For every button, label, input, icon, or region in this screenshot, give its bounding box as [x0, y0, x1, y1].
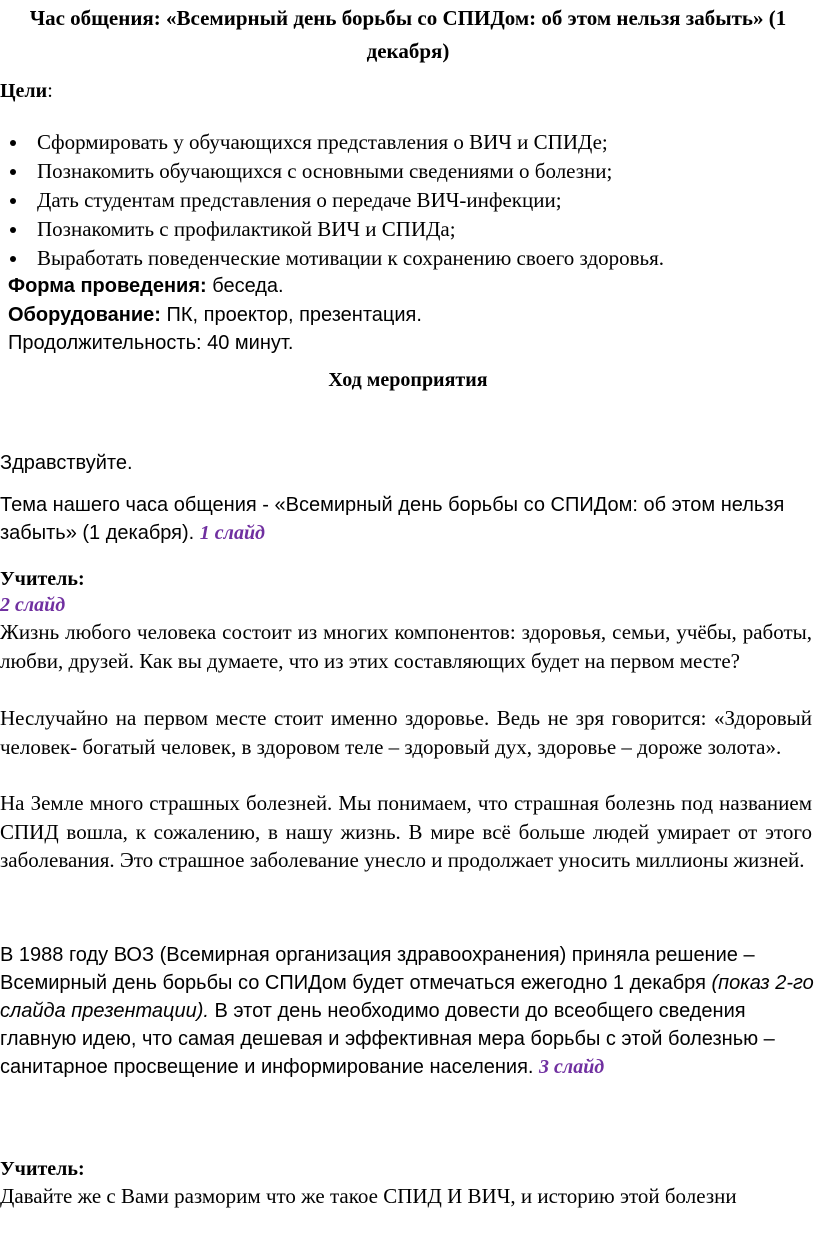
who-paragraph: [0, 941, 814, 1081]
slide-1-marker: 1 слайд: [199, 522, 265, 544]
bullet-icon: [10, 227, 16, 233]
goal-text: Выработать поведенческие мотивации к сохранению своего здоровья.: [37, 246, 665, 270]
goals-heading: [0, 79, 53, 103]
goal-text: Сформировать у обучающихся представления о ВИЧ и СПИДе;: [37, 130, 608, 154]
equipment-value: ПК, проектор, презентация.: [160, 304, 422, 326]
document-title: Час общения: «Всемирный день борьбы со СПИДом: об этом нельзя забыть» (1 декабря): [29, 6, 787, 63]
slide-3-marker: 3 слайд: [539, 1056, 605, 1078]
topic-text: Тема нашего часа общения - «Всемирный день борьбы со СПИДом: об этом нельзя забыть» (1 декабря).: [0, 494, 785, 544]
bullet-icon: [10, 169, 16, 175]
duration-line: Продолжительность: 40 минут.: [8, 332, 294, 354]
goal-item: [0, 128, 664, 157]
goals-colon: :: [47, 80, 53, 102]
teacher-label: Учитель:: [0, 568, 85, 590]
form-line: [8, 272, 284, 300]
course-heading: Ход мероприятия: [328, 369, 488, 391]
life-paragraph: Жизнь любого человека состоит из многих компонентов: здоровья, семьи, учёбы, работы, любви, друзей. Как вы думаете, что из этих составляющих будет на первом месте?: [0, 620, 812, 673]
topic-paragraph: [0, 491, 800, 547]
goal-text: Дать студентам представления о передаче ВИЧ-инфекции;: [37, 188, 562, 212]
slide-2-marker: 2 слайд: [0, 594, 66, 616]
greeting: Здравствуйте.: [0, 452, 133, 474]
form-value: беседа.: [206, 275, 284, 297]
goal-item: [0, 244, 664, 273]
goal-text: Познакомить обучающихся с основными сведениями о болезни;: [37, 159, 613, 183]
goals-label: Цели: [0, 80, 48, 102]
bullet-icon: [10, 140, 16, 146]
goal-text: Познакомить с профилактикой ВИЧ и СПИДа;: [37, 217, 456, 241]
teacher-label-2: Учитель:: [0, 1158, 85, 1180]
who-text-end: В этот день необходимо довести до всеобщего сведения главную идею, что самая дешевая и эффективная мера борьбы с этой болезнью – санитарное просвещение и информирование населения.: [0, 1000, 775, 1078]
form-label: Форма проведения:: [8, 275, 207, 297]
goal-item: [0, 215, 664, 244]
equipment-line: [8, 301, 422, 329]
health-paragraph: Неслучайно на первом месте стоит именно здоровье. Ведь не зря говорится: «Здоровый человек- богатый человек, в здоровом теле – здоровый дух, здоровье – дороже золота».: [0, 706, 812, 759]
goals-list: [0, 128, 664, 273]
who-text-start: В 1988 году ВОЗ (Всемирная организация здравоохранения) приняла решение – Всемирный день борьбы со СПИДом будет отмечаться ежегодно 1 декабря: [0, 944, 755, 994]
equipment-label: Оборудование:: [8, 304, 161, 326]
who-italic-note: (показ 2-го слайда презентации).: [0, 972, 814, 1022]
goal-item: [0, 157, 664, 186]
bullet-icon: [10, 198, 16, 204]
bullet-icon: [10, 256, 16, 262]
closing-paragraph: Давайте же с Вами разморим что же такое СПИД И ВИЧ, и историю этой болезни: [0, 1184, 737, 1208]
goal-item: [0, 186, 664, 215]
earth-paragraph: На Земле много страшных болезней. Мы понимаем, что страшная болезнь под названием СПИД вошла, к сожалению, в нашу жизнь. В мире всё больше людей умирает от этого заболевания. Это страшное заболевание унесло и продолжает уносить миллионы жизней.: [0, 791, 812, 872]
